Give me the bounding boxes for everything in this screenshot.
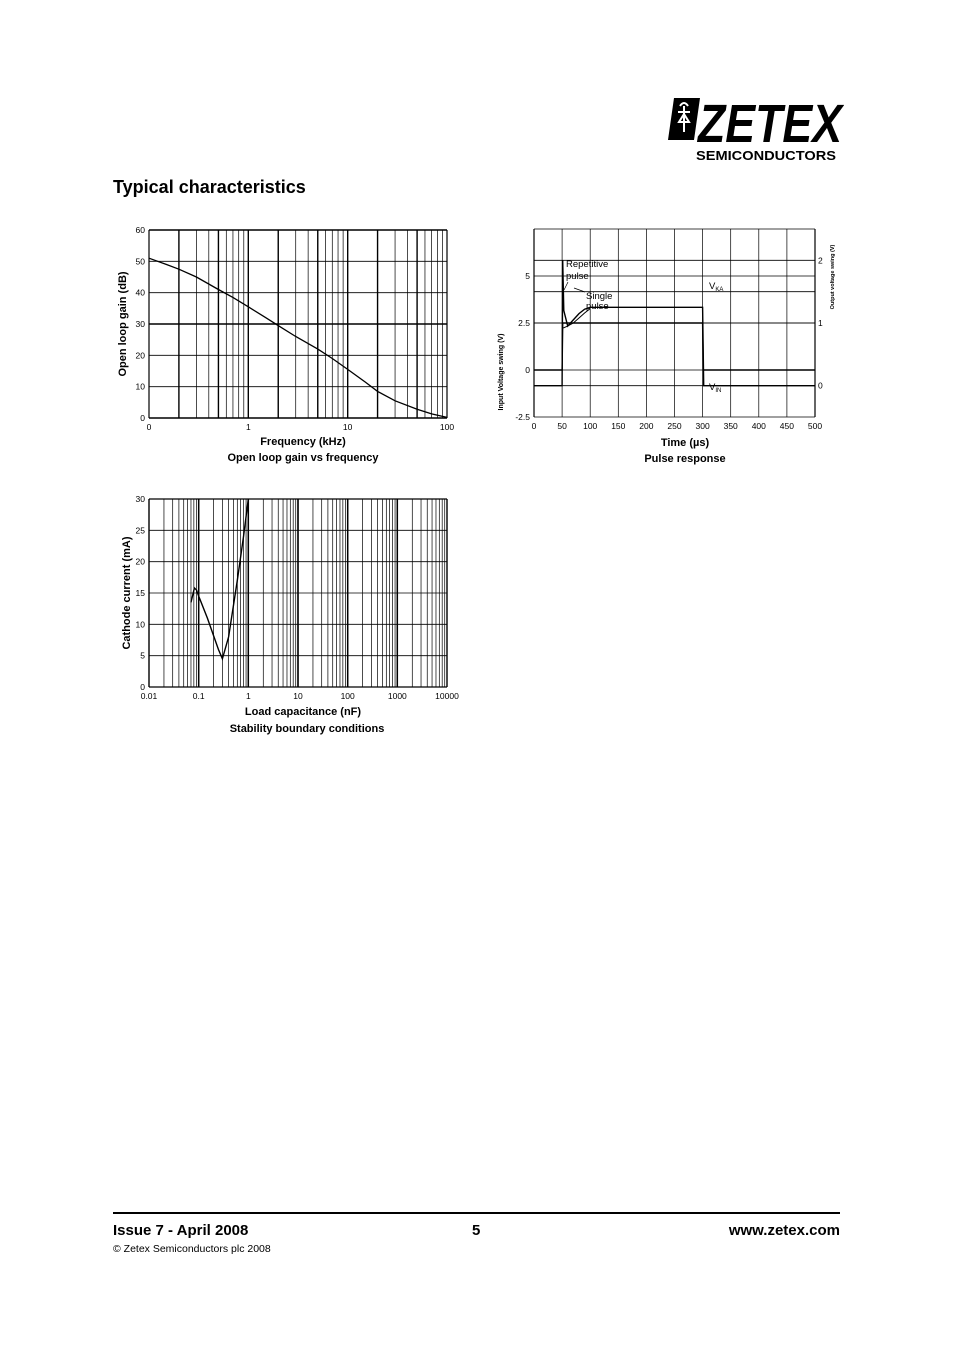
chart-title: Open loop gain vs frequency <box>227 452 379 464</box>
x-tick-label: 500 <box>807 421 823 431</box>
footer-divider <box>113 1212 840 1214</box>
x-axis-label: Load capacitance (nF) <box>244 706 362 718</box>
y-tick-label: 25 <box>135 525 145 536</box>
footer-url[interactable]: www.zetex.com <box>728 1222 840 1239</box>
logo-wordmark: ZETEX <box>696 94 844 154</box>
y-tick-label: 15 <box>135 588 145 598</box>
y-tick-label: 10 <box>135 619 145 630</box>
x-tick-label: 350 <box>723 421 738 431</box>
y-tick-label: 60 <box>135 225 145 235</box>
y-tick-labels-input <box>515 271 530 422</box>
x-tick-label: 150 <box>611 421 626 431</box>
zetex-logo <box>668 92 844 164</box>
y-tick-label: 0 <box>525 365 530 375</box>
footer-page-number: 5 <box>472 1222 481 1239</box>
x-tick-labels <box>532 421 823 431</box>
x-tick-label: 1 <box>245 691 251 701</box>
footer-issue: Issue 7 - April 2008 <box>113 1222 249 1239</box>
series-line-boundary <box>191 499 248 659</box>
x-tick-label: 10 <box>342 422 353 432</box>
y-tick-label: 0 <box>140 413 145 423</box>
x-tick-labels <box>141 691 459 701</box>
y-axis-label: Open loop gain (dB) <box>117 271 129 377</box>
y-tick-label: 10 <box>135 381 145 392</box>
x-tick-label: 400 <box>751 421 766 431</box>
x-tick-label: 0 <box>146 422 152 432</box>
y-tick-label: 5 <box>525 271 530 281</box>
x-tick-label: 1000 <box>387 691 407 701</box>
y-tick-label: 5 <box>140 650 145 661</box>
x-tick-label: 10 <box>293 691 303 701</box>
y-axis-label: Cathode current (mA) <box>121 536 133 650</box>
section-title: Typical characteristics <box>113 177 306 197</box>
x-tick-label: 200 <box>639 421 654 431</box>
y-axis-label-input: Input Voltage swing (V) <box>498 333 505 411</box>
annotation-single-line1: Single <box>586 291 613 302</box>
y-tick-label: 30 <box>135 319 145 329</box>
x-tick-label: 100 <box>340 691 355 701</box>
x-tick-label: 100 <box>439 422 455 432</box>
y-tick-label: 40 <box>135 287 145 298</box>
chart-pulse-response <box>490 220 850 470</box>
annotation-vka: $V_{KA}$ <box>709 281 724 293</box>
y-tick-label: 30 <box>135 494 145 504</box>
y-tick-labels <box>136 494 146 692</box>
x-tick-label: 10000 <box>435 691 459 701</box>
y-axis-label-output: Output voltage swing (V) <box>830 244 836 310</box>
y-tick-label: -2.5 <box>515 412 530 422</box>
x-tick-label: 0.01 <box>140 691 158 701</box>
x-tick-label: 50 <box>557 421 567 431</box>
chart-open-loop-gain <box>100 220 480 470</box>
x-tick-labels <box>147 422 455 432</box>
y-tick-label: 50 <box>135 256 145 267</box>
x-tick-label: 0 <box>531 421 537 431</box>
y-tick-label: 20 <box>135 350 145 361</box>
y-tick-label: 20 <box>135 556 145 567</box>
y-tick-label: 2.5 <box>518 318 530 328</box>
y-tick-label-right: 1 <box>818 318 823 328</box>
chart-stability-boundary <box>100 490 480 740</box>
footer-copyright: © Zetex Semiconductors plc 2008 <box>113 1243 271 1255</box>
x-axis-label: Time (µs) <box>660 437 710 449</box>
y-tick-label: 0 <box>140 682 145 692</box>
chart-title: Stability boundary conditions <box>229 723 385 735</box>
x-tick-label: 450 <box>779 421 794 431</box>
annotation-single-line2: pulse <box>586 301 609 312</box>
annotation-vin: $V_{IN}$ <box>709 382 722 394</box>
y-tick-labels-output <box>818 255 823 390</box>
annotation-repetitive-line1: Repetitive <box>566 259 609 270</box>
x-tick-label: 250 <box>667 421 682 431</box>
chart-title: Pulse response <box>644 453 726 465</box>
y-tick-labels <box>136 225 146 423</box>
series-line-gain <box>149 258 447 417</box>
annotation-repetitive-leader <box>564 282 568 290</box>
y-tick-label-right: 0 <box>818 380 823 391</box>
x-tick-label: 100 <box>583 421 598 431</box>
logo-tagline: SEMICONDUCTORS <box>696 149 836 163</box>
y-tick-label-right: 2 <box>818 255 823 266</box>
x-tick-label: 0.1 <box>192 691 205 701</box>
x-tick-label: 300 <box>695 421 710 431</box>
x-axis-label: Frequency (kHz) <box>260 436 346 448</box>
grid <box>149 230 447 418</box>
x-tick-label: 1 <box>245 422 251 432</box>
annotation-repetitive-line2: pulse <box>566 271 589 282</box>
